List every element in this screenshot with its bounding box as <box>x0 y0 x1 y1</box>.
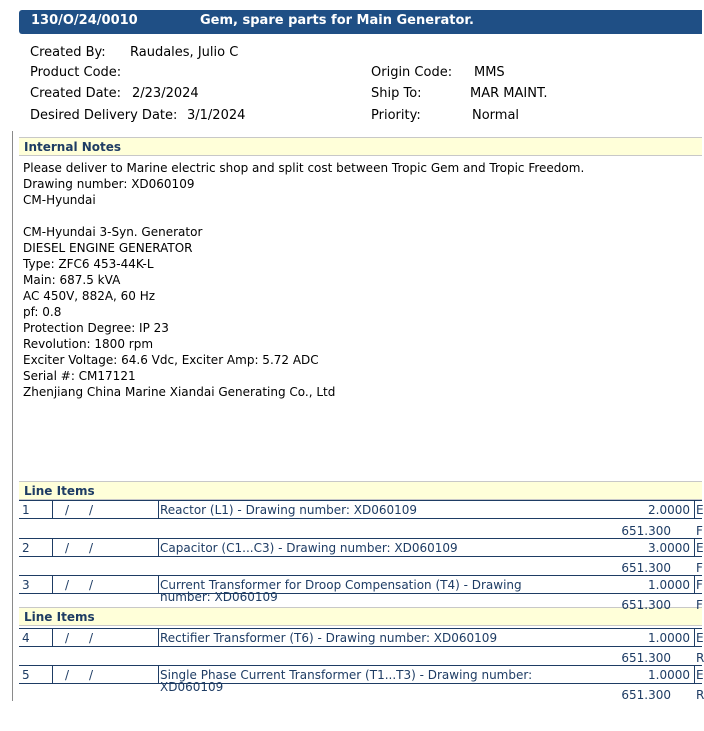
line-item-description[interactable]: Reactor (L1) - Drawing number: XD060109 <box>160 503 418 517</box>
order-title-bar <box>19 10 702 34</box>
line-item-price-edge: R <box>696 651 704 665</box>
line-item-price-edge: F <box>696 598 703 612</box>
ship-to-value: MAR MAINT. <box>470 86 548 101</box>
line-item-unit: E <box>696 631 704 645</box>
line-item-unit: E <box>696 668 704 682</box>
line-item-number: 5 <box>22 668 30 682</box>
line-item-date-sep: / <box>65 503 70 517</box>
line-item-price: 651.300 <box>621 598 671 612</box>
line-item-date-sep: / <box>65 631 70 645</box>
line-item-quantity: 1.0000 <box>648 631 690 645</box>
created-date-value: 2/23/2024 <box>132 86 199 101</box>
line-item-number: 4 <box>22 631 30 645</box>
line-item-price-edge: F <box>696 524 703 538</box>
order-title: Gem, spare parts for Main Generator. <box>200 13 474 28</box>
line-item-date-sep: / <box>89 578 94 592</box>
priority-value: Normal <box>472 108 520 123</box>
line-item-price: 651.300 <box>621 688 671 702</box>
line-item-price-edge: R <box>696 688 704 702</box>
line-item-date-sep: / <box>89 631 94 645</box>
line-item-row[interactable] <box>19 538 702 557</box>
order-number: 130/O/24/0010 <box>31 13 138 28</box>
priority-label: Priority: <box>371 108 421 123</box>
line-item-number: 1 <box>22 503 30 517</box>
line-item-description-cont: XD060109 <box>160 680 224 694</box>
line-item-description-cont: number: XD060109 <box>160 590 278 604</box>
line-item-quantity: 1.0000 <box>648 578 690 592</box>
line-item-number: 3 <box>22 578 30 592</box>
line-item-price: 651.300 <box>621 651 671 665</box>
line-item-price: 651.300 <box>621 561 671 575</box>
line-item-price-edge: F <box>696 561 703 575</box>
line-item-date-sep: / <box>89 503 94 517</box>
line-item-date-sep: / <box>65 541 70 555</box>
line-item-number: 2 <box>22 541 30 555</box>
delivery-date-label: Desired Delivery Date: <box>30 108 178 123</box>
product-code-label: Product Code: <box>30 65 122 80</box>
line-item-row[interactable] <box>19 500 702 519</box>
line-item-date-sep: / <box>65 668 70 682</box>
line-item-date-sep: / <box>65 578 70 592</box>
line-item-unit: E <box>696 541 704 555</box>
origin-code-label: Origin Code: <box>371 65 453 80</box>
line-item-date-sep: / <box>89 668 94 682</box>
created-by-label: Created By: <box>30 45 106 60</box>
line-item-row[interactable] <box>19 575 702 594</box>
line-item-description[interactable]: Rectifier Transformer (T6) - Drawing number: XD060109 <box>160 631 498 645</box>
line-item-quantity: 1.0000 <box>648 668 690 682</box>
created-by-value: Raudales, Julio C <box>130 45 239 60</box>
line-item-description[interactable]: Single Phase Current Transformer (T1...T3) - Drawing number: <box>160 668 533 682</box>
created-date-label: Created Date: <box>30 86 122 101</box>
origin-code-value: MMS <box>474 65 505 80</box>
line-item-date-sep: / <box>89 541 94 555</box>
line-item-price: 651.300 <box>621 524 671 538</box>
internal-notes-heading: Internal Notes <box>19 137 702 156</box>
line-items-heading: Line Items <box>19 481 702 500</box>
line-item-quantity: 2.0000 <box>648 503 690 517</box>
line-item-quantity: 3.0000 <box>648 541 690 555</box>
line-item-row[interactable] <box>19 665 702 684</box>
line-item-unit: F <box>696 578 703 592</box>
internal-notes-text: Please deliver to Marine electric shop and split cost between Tropic Gem and Tropic Freedom. Drawing number: XD060109 CM-Hyundai CM-Hyundai 3-Syn. Generator DIESEL ENGINE GENERATOR Type: ZFC6 453-44K-L Main: 687.5 kVA AC 450V, 882A, 60 Hz pf: 0.8 Protection Degree: IP 23 Revolution: 1800 rpm Exciter Voltage: 64.6 Vdc, Exciter Amp: 5.72 ADC Serial #: CM17121 Zhenjiang China Marine Xiandai Generating Co., Ltd <box>23 161 585 399</box>
line-item-unit: E <box>696 503 704 517</box>
line-item-row[interactable] <box>19 628 702 647</box>
line-item-description[interactable]: Current Transformer for Droop Compensation (T4) - Drawing <box>160 578 522 592</box>
ship-to-label: Ship To: <box>371 86 422 101</box>
line-items-heading-repeat: Line Items <box>19 607 702 626</box>
delivery-date-value: 3/1/2024 <box>187 108 246 123</box>
line-item-description[interactable]: Capacitor (C1...C3) - Drawing number: XD060109 <box>160 541 458 555</box>
